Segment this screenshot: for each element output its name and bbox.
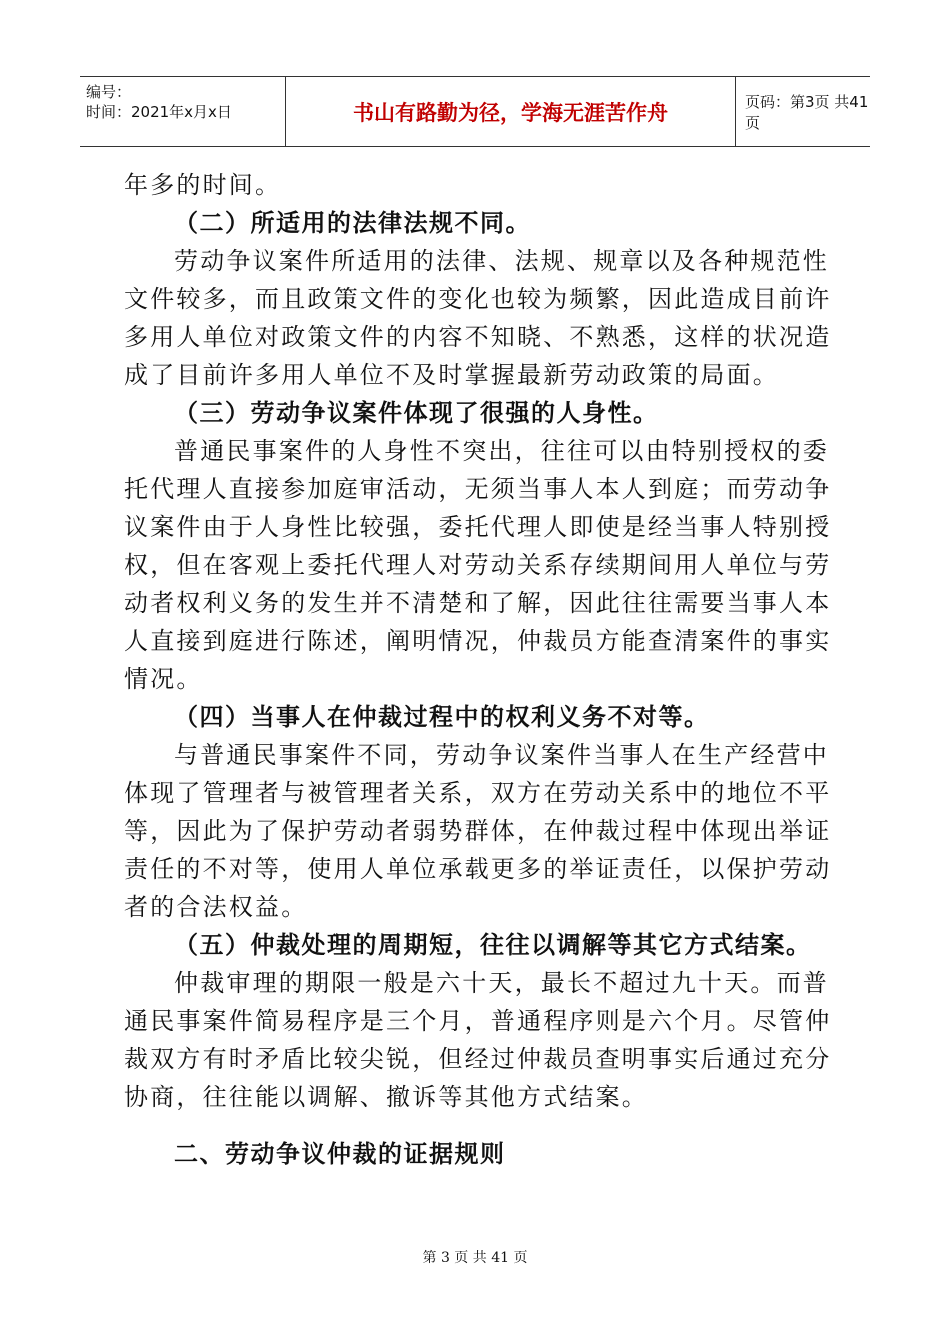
body-line: 仲裁审理的期限一般是六十天，最长不超过九十天。而普	[174, 969, 829, 997]
subheading: （二）所适用的法律法规不同。	[174, 209, 531, 237]
section-title: 二、劳动争议仲裁的证据规则	[174, 1140, 506, 1168]
body-line: 动者权利义务的发生并不清楚和了解，因此往往需要当事人本	[124, 589, 832, 617]
body-line: 普通民事案件的人身性不突出，往往可以由特别授权的委	[174, 437, 829, 465]
subheading: （五）仲裁处理的周期短，往往以调解等其它方式结案。	[174, 931, 812, 959]
page-footer: 第 3 页 共 41 页	[422, 1250, 528, 1266]
page-header	[80, 76, 870, 147]
body-line: 成了目前许多用人单位不及时掌握最新劳动政策的局面。	[124, 361, 779, 389]
body-line: 通民事案件简易程序是三个月，普通程序则是六个月。尽管仲	[124, 1007, 832, 1035]
body-line: 情况。	[124, 665, 203, 693]
body-line: 劳动争议案件所适用的法律、法规、规章以及各种规范性	[174, 247, 829, 275]
body-line: 多用人单位对政策文件的内容不知晓、不熟悉，这样的状况造	[124, 323, 832, 351]
document-number-label: 编号：	[86, 83, 132, 101]
body-line: 权，但在客观上委托代理人对劳动关系存续期间用人单位与劳	[124, 551, 832, 579]
body-line: 协商，往往能以调解、撤诉等其他方式结案。	[124, 1083, 648, 1111]
body-line: 责任的不对等，使用人单位承载更多的举证责任，以保护劳动	[124, 855, 832, 883]
subheading: （四）当事人在仲裁过程中的权利义务不对等。	[174, 703, 710, 731]
body-line: 议案件由于人身性比较强，委托代理人即使是经当事人特别授	[124, 513, 832, 541]
subheading: （三）劳动争议案件体现了很强的人身性。	[174, 399, 659, 427]
header-motto: 书山有路勤为径，学海无涯苦作舟	[286, 77, 736, 146]
header-page-info: 页码：第3页 共41页	[745, 92, 869, 132]
body-line: 托代理人直接参加庭审活动，无须当事人本人到庭；而劳动争	[124, 475, 832, 503]
header-meta	[80, 77, 286, 146]
body-line: 人直接到庭进行陈述，阐明情况，仲裁员方能查清案件的事实	[124, 627, 832, 655]
document-body	[124, 166, 832, 1116]
body-line: 与普通民事案件不同，劳动争议案件当事人在生产经营中	[174, 741, 829, 769]
body-line: 体现了管理者与被管理者关系，双方在劳动关系中的地位不平	[124, 779, 832, 807]
body-line: 裁双方有时矛盾比较尖锐，但经过仲裁员查明事实后通过充分	[124, 1045, 832, 1073]
document-time-label: 时间：2021年x月x日	[86, 103, 232, 121]
body-line: 年多的时间。	[124, 171, 282, 199]
body-line: 等，因此为了保护劳动者弱势群体，在仲裁过程中体现出举证	[124, 817, 832, 845]
body-line: 文件较多，而且政策文件的变化也较为频繁，因此造成目前许	[124, 285, 832, 313]
body-line: 者的合法权益。	[124, 893, 308, 921]
